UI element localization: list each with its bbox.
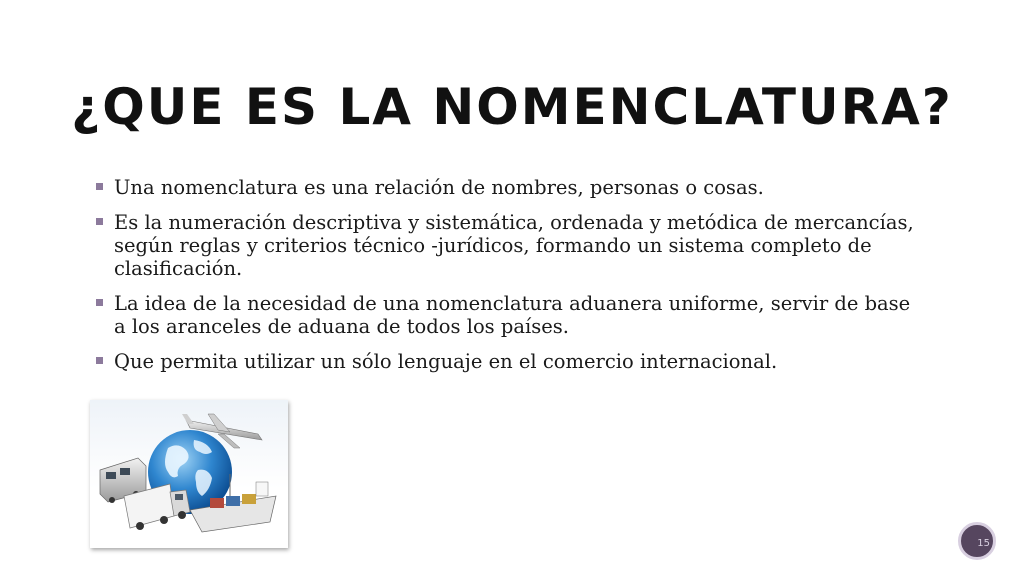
bullet-marker-icon — [96, 218, 103, 225]
transport-illustration — [90, 400, 288, 548]
bullet-text: Es la numeración descriptiva y sistemática, ordenada y metódica de mercancías, según reglas y criterios técnico -jurídicos, formando un sistema completo de clasificación. — [114, 211, 914, 280]
bullet-text: Que permita utilizar un sólo lenguaje en el comercio internacional. — [114, 350, 778, 373]
bullet-marker-icon — [96, 183, 103, 190]
list-item — [96, 211, 926, 280]
page-number-badge: 15 — [958, 522, 996, 560]
bullet-list — [96, 176, 926, 385]
bullet-marker-icon — [96, 299, 103, 306]
slide-title: ¿QUE ES LA NOMENCLATURA? — [71, 78, 953, 136]
bullet-marker-icon — [96, 357, 103, 364]
list-item — [96, 350, 926, 373]
list-item — [96, 176, 926, 199]
bullet-text: La idea de la necesidad de una nomenclatura aduanera uniforme, servir de base a los aranceles de aduana de todos los países. — [114, 292, 911, 338]
list-item — [96, 292, 926, 338]
bullet-text: Una nomenclatura es una relación de nombres, personas o cosas. — [114, 176, 764, 199]
